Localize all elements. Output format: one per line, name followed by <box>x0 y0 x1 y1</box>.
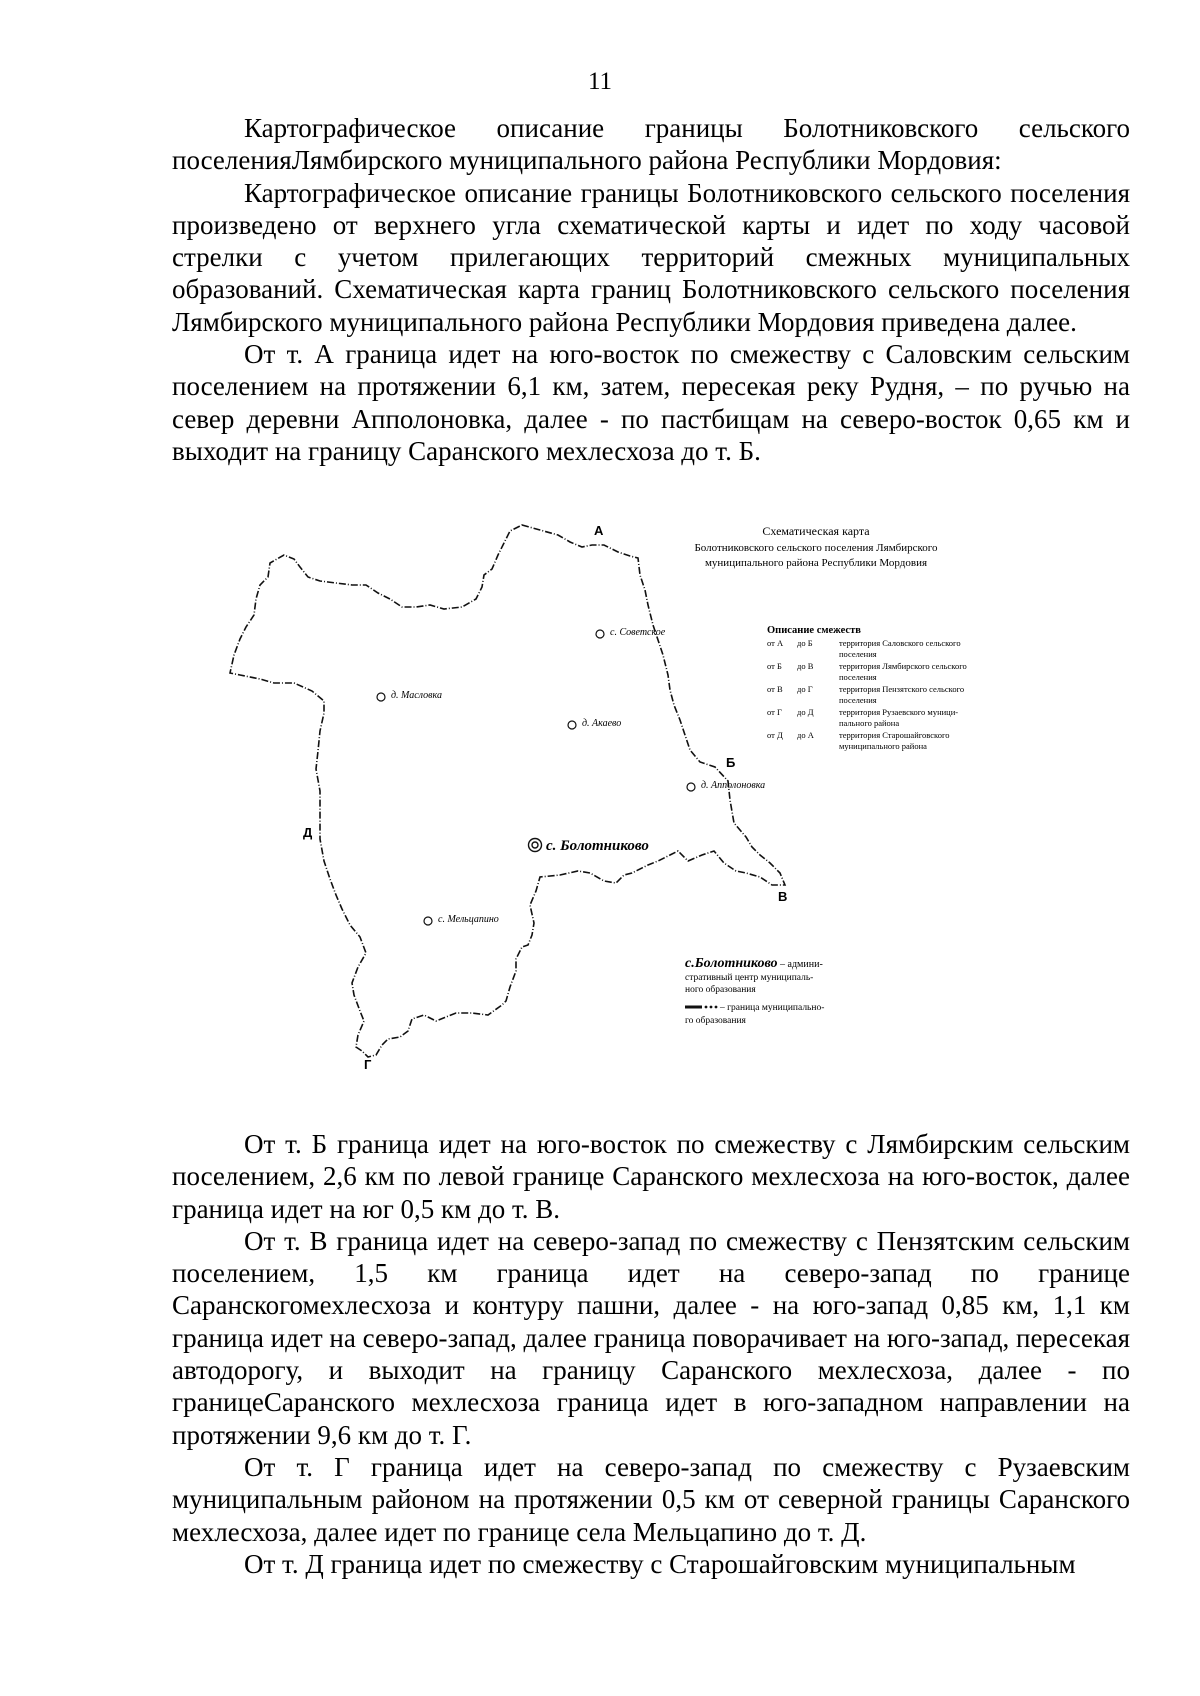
settlement-label-boltnikovo: с. Болотниково <box>546 838 649 854</box>
adjacency-row-to: до Г <box>797 684 813 694</box>
settlement-label-sovetskoe: с. Советское <box>610 627 666 638</box>
point-b-label: Б <box>726 755 736 770</box>
adjacency-row-desc: территория Саловского сельского <box>839 638 961 648</box>
map-legend <box>685 956 824 1026</box>
settlement-label-maslovka: д. Масловка <box>391 690 442 701</box>
adjacency-row-to: до В <box>797 661 814 671</box>
page-number: 11 <box>587 68 613 95</box>
admin-center-marker-inner <box>532 842 538 848</box>
boundary-map <box>220 515 1090 1115</box>
admin-center-marker-outer <box>529 839 542 852</box>
paragraph-point-g: От т. Г граница идет на северо-запад по смежеству с Рузаевским муниципальным районом на протяжении 0,5 км от северной границы Саранского мехлесхоза, далее идет по границе села Мельцапино до т. Д. <box>172 1451 1130 1547</box>
point-g-label: Г <box>364 1057 372 1072</box>
map-title-line-2: Болотниковского сельского поселения Лямбирского <box>694 542 938 554</box>
adjacency-row-desc-cont: поселения <box>839 672 877 682</box>
adjacency-row-from: от В <box>767 684 783 694</box>
legend-center-name: с.Болотниково <box>685 956 778 971</box>
adjacency-title: Описание смежеств <box>767 625 861 636</box>
settlement-label-akaevo: д. Акаево <box>582 718 622 729</box>
paragraph-description: Картографическое описание границы Болотниковского сельского поселения произведено от верхнего угла схематической карты и идет по ходу часовой стрелки с учетом прилегающих территорий смежных муниципальных образований. Схематическая карта границ Болотниковского сельского поселения Лямбирского муниципального района Республики Мордовия приведена далее. <box>172 177 1130 337</box>
adjacency-row-from: от Б <box>767 661 782 671</box>
paragraph-point-a: От т. А граница идет на юго-восток по смежеству с Саловским сельским поселением на протяжении 6,1 км, затем, пересекая реку Рудня, – по ручью на север деревни Апполоновка, далее - по пастбищам на северо-восток 0,65 км и выходит на границу Саранского мехлесхоза до т. Б. <box>172 339 1130 466</box>
map-title-line-1: Схематическая карта <box>762 524 870 538</box>
adjacency-row-desc: территория Старошайговского <box>839 730 950 740</box>
legend-border-dot <box>705 1006 708 1009</box>
text-block-top <box>172 112 1130 467</box>
legend-border-dot <box>710 1006 713 1009</box>
adjacency-row-desc: территория Пензятского сельского <box>839 684 965 694</box>
legend-center-line-1 <box>685 956 823 971</box>
adjacency-row-desc: территория Рузаевского муници- <box>839 707 959 717</box>
adjacency-row-desc-cont: пального района <box>839 718 900 728</box>
adjacency-table <box>767 638 967 751</box>
paragraph-point-b: От т. Б граница идет на юго-восток по смежеству с Лямбирским сельским поселением, 2,6 км по левой границе Саранского мехлесхоза на юго-восток, далее граница идет на юг 0,5 км до т. В. <box>172 1129 1130 1224</box>
settlement-marker-appolonovka <box>687 783 695 791</box>
legend-center-line-3: ного образования <box>685 985 756 995</box>
paragraph-point-d: От т. Д граница идет по смежеству с Старошайговским муниципальным <box>244 1548 1076 1579</box>
adjacency-row-desc-cont: муниципального района <box>839 741 927 751</box>
settlement-marker-meltsapino <box>424 917 432 925</box>
adjacency-row-to: до Д <box>797 707 814 717</box>
adjacency-row-desc: территория Лямбирского сельского <box>839 661 967 671</box>
adjacency-row-from: от Д <box>767 730 783 740</box>
boundary-map-svg <box>220 515 1090 1115</box>
point-d-label: Д <box>303 825 313 840</box>
legend-center-line-2: стративный центр муниципаль- <box>685 973 814 983</box>
map-title-line-3: муниципального района Республики Мордовия <box>704 557 928 569</box>
adjacency-row-to: до Б <box>797 638 813 648</box>
settlement-label-meltsapino: с. Мельцапино <box>438 914 499 925</box>
adjacency-row-from: от Г <box>767 707 782 717</box>
settlement-marker-akaevo <box>568 721 576 729</box>
adjacency-row-to: до А <box>797 730 814 740</box>
adjacency-row-desc-cont: поселения <box>839 649 877 659</box>
legend-center-desc: – админи- <box>777 959 823 970</box>
point-a-label: А <box>594 523 604 538</box>
legend-border-line-1: – граница муниципально- <box>720 1003 825 1013</box>
settlement-marker-sovetskoe <box>596 630 604 638</box>
adjacency-row-from: от А <box>767 638 784 648</box>
legend-border-line-2: го образования <box>685 1016 746 1026</box>
text-block-bottom <box>172 1128 1130 1580</box>
paragraph-point-v: От т. В граница идет на северо-запад по смежеству с Пензятским сельским поселением, 1,5 км граница идет на северо-запад по границе Саранскогомехлесхоза и контуру пашни, далее - на юго-запад 0,85 км, 1,1 км граница идет на северо-запад, далее граница поворачивает на юго-запад, пересекая автодорогу, и выходит на границу Саранского мехлесхоза, далее - по границеСаранского мехлесхоза граница идет в юго-западном направлении на протяжении 9,6 км до т. Г. <box>172 1225 1130 1450</box>
adjacency-row-desc-cont: поселения <box>839 695 877 705</box>
settlement-marker-maslovka <box>377 693 385 701</box>
point-v-label: В <box>778 889 788 904</box>
settlement-label-appolonovka: д. Апполоновка <box>701 780 766 791</box>
paragraph-intro: Картографическое описание границы Болотниковского сельского поселенияЛямбирского муниципального района Республики Мордовия: <box>172 113 1130 176</box>
legend-border-dot <box>715 1006 718 1009</box>
